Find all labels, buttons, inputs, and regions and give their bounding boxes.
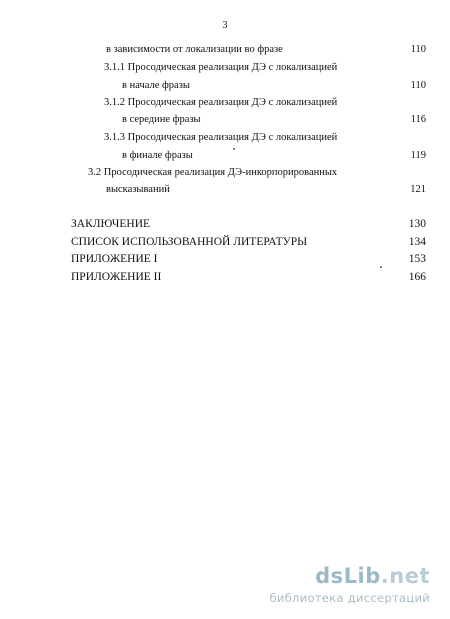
toc-chapter-page: 166 (408, 271, 426, 283)
watermark-subtitle: библиотека диссертаций (269, 591, 430, 605)
toc-entry-text: 3.2 Просодическая реализация ДЭ-инкорпорированных (88, 167, 338, 178)
scan-speck (233, 148, 235, 150)
watermark-logo-main: dsLib (315, 564, 381, 588)
toc-entry-text: 3.1.2 Просодическая реализация ДЭ с локализацией (104, 97, 338, 108)
toc-chapter-page: 130 (408, 218, 426, 230)
toc-chapter-page: 153 (408, 253, 426, 265)
toc-entry-text: в финале фразы (122, 150, 193, 161)
watermark-logo-suffix: .net (380, 564, 430, 588)
toc-chapter-text: ЗАКЛЮЧЕНИЕ (71, 218, 151, 230)
toc-chapter-text: ПРИЛОЖЕНИЕ II (71, 271, 162, 283)
toc-entry-text: в зависимости от локализации во фразе (106, 44, 283, 55)
toc-entry-page: 110 (410, 80, 426, 91)
scan-speck (380, 266, 382, 268)
toc-entry-page: 110 (410, 44, 426, 55)
toc-entry-page: 119 (410, 150, 426, 161)
toc-chapter-page: 134 (408, 236, 426, 248)
toc-chapter-text: СПИСОК ИСПОЛЬЗОВАННОЙ ЛИТЕРАТУРЫ (71, 236, 308, 248)
watermark-logo (315, 564, 430, 588)
watermark (255, 564, 430, 610)
toc-entry-text: 3.1.1 Просодическая реализация ДЭ с локализацией (104, 62, 338, 73)
toc-entry-text: 3.1.3 Просодическая реализация ДЭ с локализацией (104, 132, 338, 143)
toc-entry-page: 116 (410, 114, 426, 125)
toc-entry-text: в середине фразы (122, 114, 201, 125)
toc-entry-text: высказываний (106, 184, 170, 195)
toc-entry-page: 121 (410, 184, 426, 195)
toc-chapter-text: ПРИЛОЖЕНИЕ I (71, 253, 158, 265)
toc-entry-text: в начале фразы (122, 80, 190, 91)
page-number: 3 (222, 20, 228, 31)
